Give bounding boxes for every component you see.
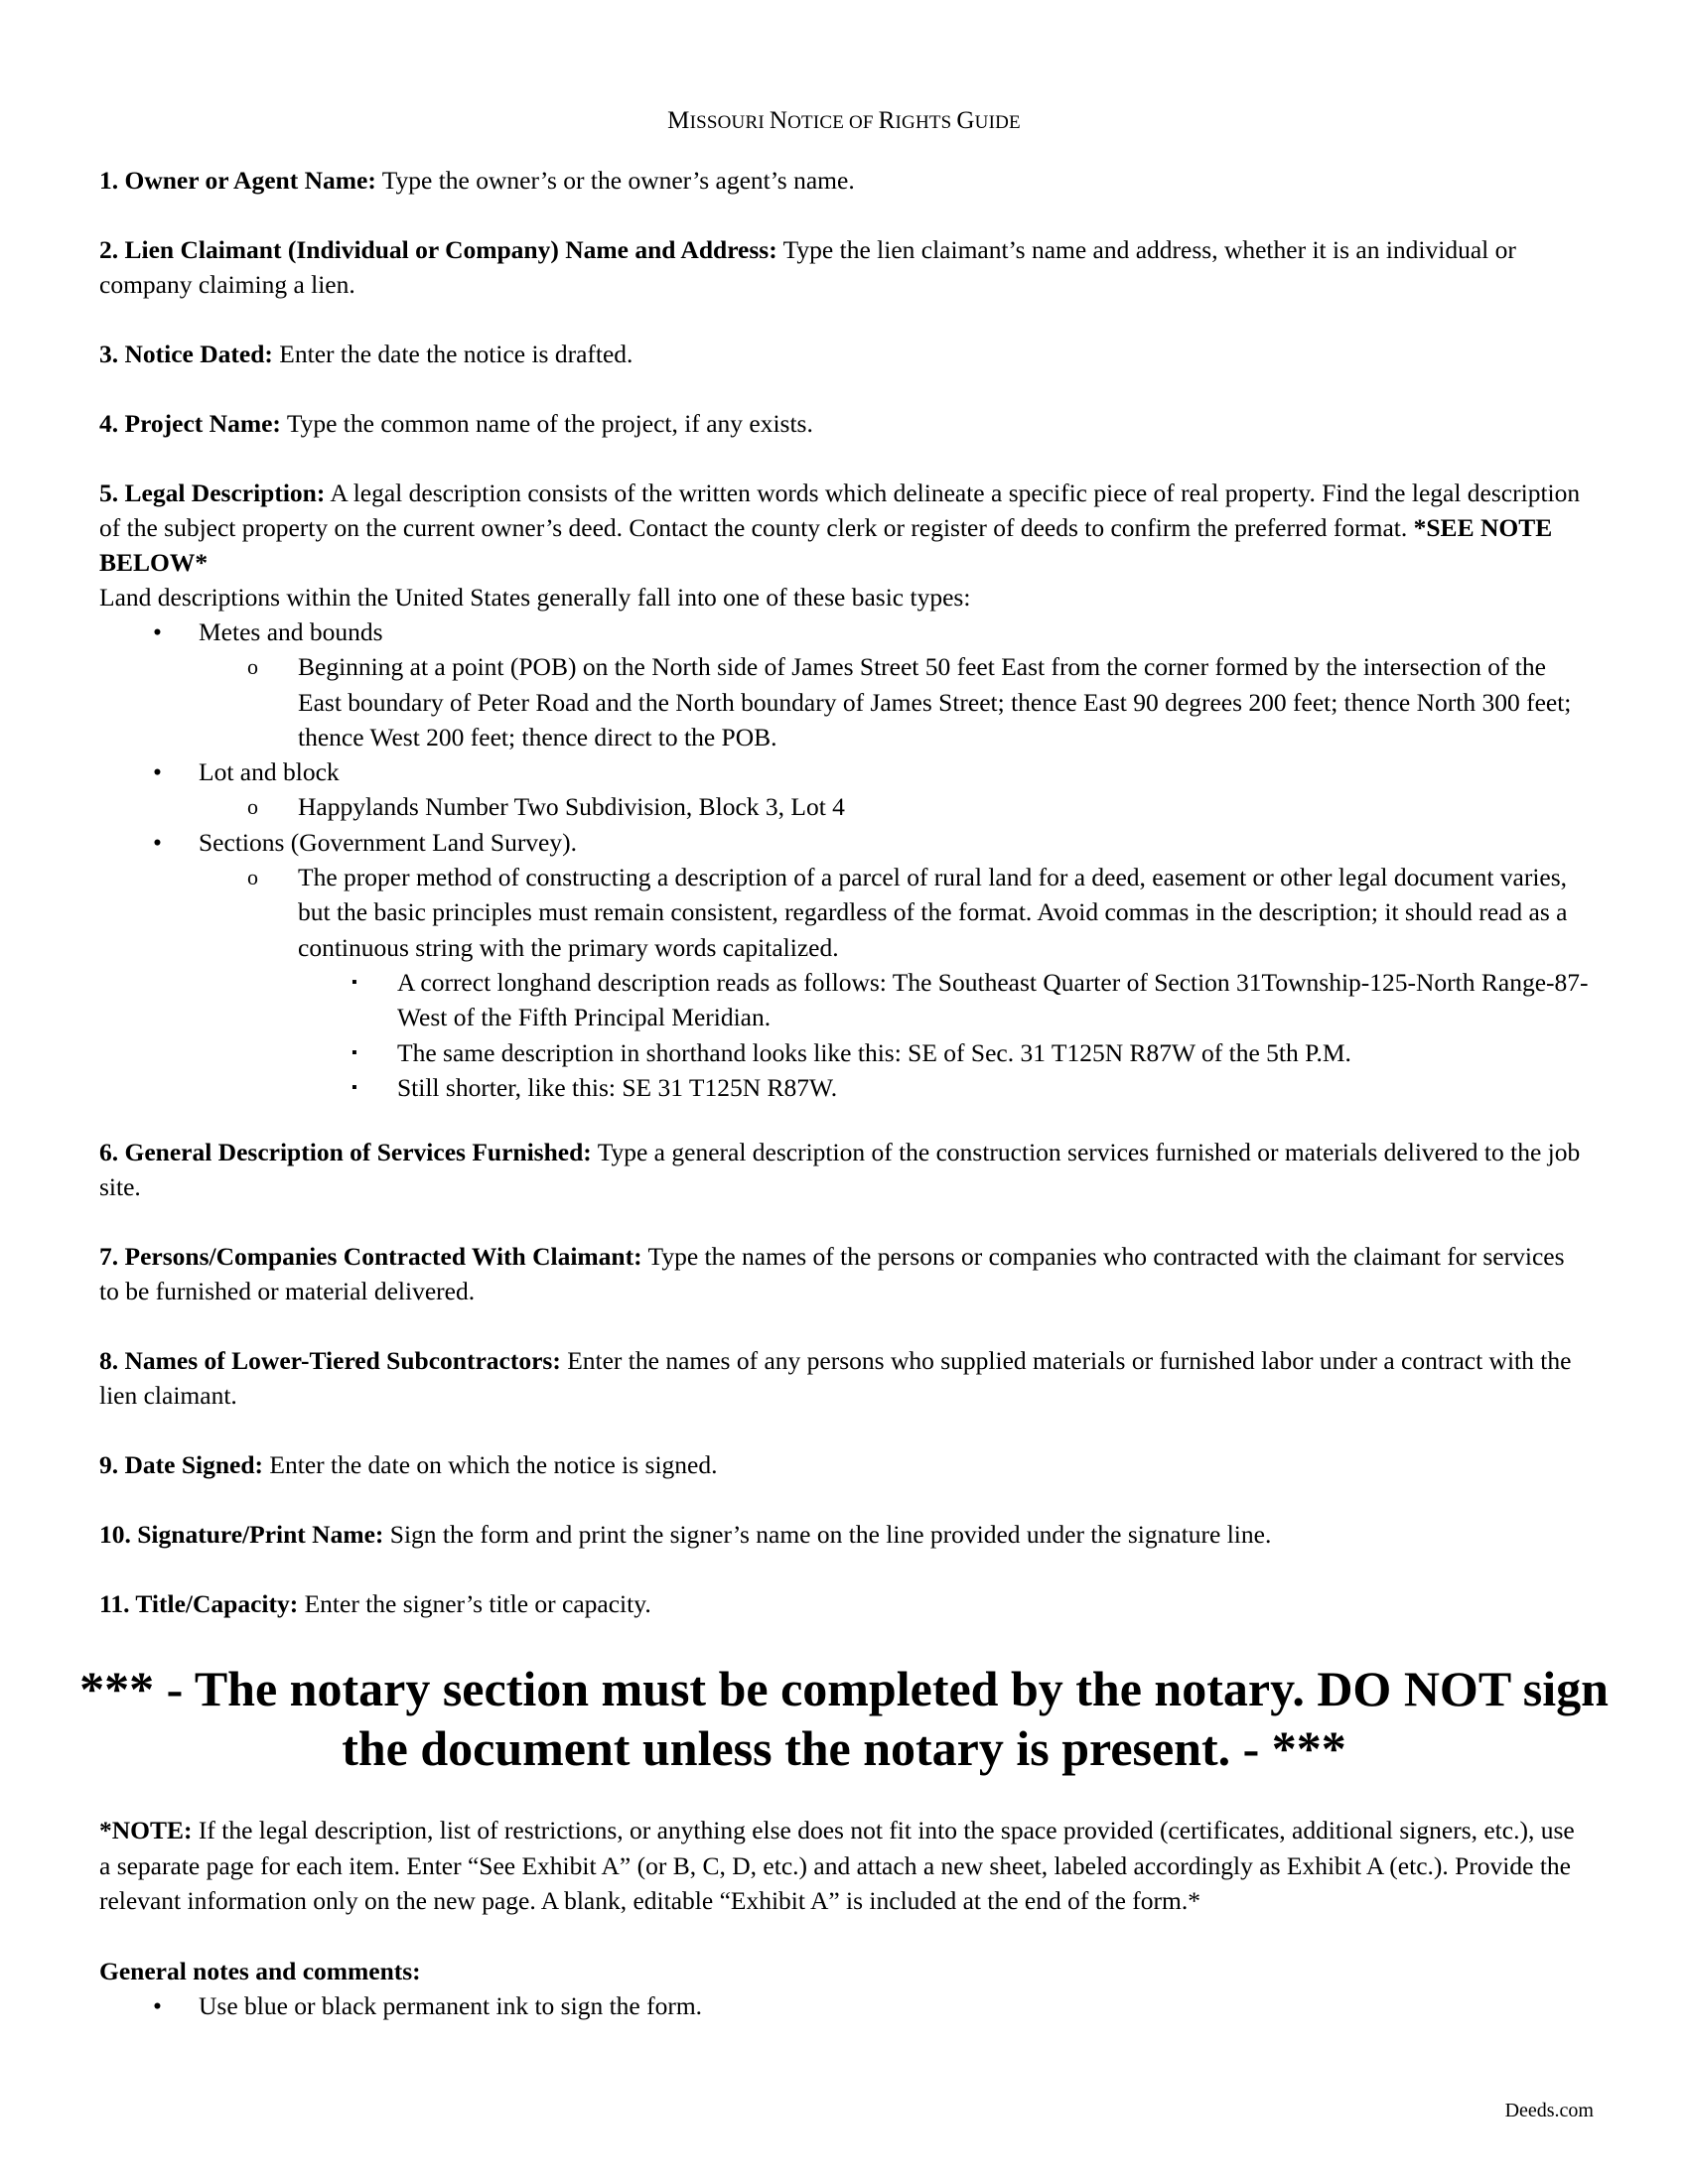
footer-brand: Deeds.com (1504, 2100, 1594, 2121)
circle-bullet-icon: o (247, 654, 258, 680)
list-item: o Happylands Number Two Subdivision, Block 3, Lot 4 (99, 789, 1589, 824)
land-types-list (99, 614, 1589, 1105)
list-item: • Use blue or black permanent ink to sign the form. (99, 1988, 1589, 2023)
bullet-icon: • (153, 827, 162, 857)
item-lien-claimant: 2. Lien Claimant (Individual or Company) Name and Address: Type the lien claimant’s name and address, whether it is an individual or company claiming a lien. (99, 235, 1516, 299)
item-signature-print-name: 10. Signature/Print Name: Sign the form and print the signer’s name on the line provided under the signature line. (99, 1520, 1272, 1550)
circle-bullet-icon: o (247, 794, 258, 820)
list-item: ▪ A correct longhand description reads as follows: The Southeast Quarter of Section 31Township-125-North Range-87-West of the Fifth Principal Meridian. (99, 965, 1589, 1035)
document-page (79, 107, 1609, 2023)
page-title: MISSOURI NOTICE OF RIGHTS GUIDE (667, 107, 1021, 134)
item-notice-dated: 3. Notice Dated: Enter the date the notice is drafted. (99, 340, 633, 368)
item-date-signed: 9. Date Signed: Enter the date on which the notice is signed. (99, 1450, 718, 1480)
bullet-icon: • (153, 1990, 162, 2020)
list-item: ▪ Still shorter, like this: SE 31 T125N R87W. (99, 1070, 1589, 1105)
list-item: ▪ The same description in shorthand looks like this: SE of Sec. 31 T125N R87W of the 5th P.M. (99, 1035, 1589, 1070)
bullet-icon: • (153, 757, 162, 787)
list-item: • Metes and bounds o Beginning at a point (POB) on the North side of James Street 50 feet East from the corner formed by the intersection of the East boundary of Peter Road and the North boundary of James Street; thence East 90 degrees 200 feet; thence North 300 feet; thence West 200 feet; thence direct to the POB. (99, 614, 1589, 754)
item-lower-tiered-subcontractors: 8. Names of Lower-Tiered Subcontractors: Enter the names of any persons who supplied materials or furnished labor under a contract with the lien claimant. (99, 1346, 1572, 1411)
list-item: • Sections (Government Land Survey). o The proper method of constructing a description of a parcel of rural land for a deed, easement or other legal document varies, but the basic principles must remain consistent, regardless of the format. Avoid commas in the description; it should read as a continuous string with the primary words capitalized. ▪ A correct longhand description reads as follows: The Southeast Quarter of Section 31Township-125-North Range-87-West of the Fifth Principal Meridian. ▪ The same description in shorthand looks like this: SE of Sec. 31 T125N R87W of the 5th P.M. ▪ Still shorter, like this: SE 31 T125N R87W. (99, 825, 1589, 1105)
item-project-name: 4. Project Name: Type the common name of the project, if any exists. (99, 409, 813, 438)
bullet-icon: • (153, 617, 162, 646)
notary-warning: *** - The notary section must be completed by the notary. DO NOT sign the document unless the notary is present. - *** (79, 1661, 1609, 1777)
square-bullet-icon: ▪ (352, 1043, 357, 1061)
square-bullet-icon: ▪ (352, 1078, 357, 1096)
item-persons-contracted: 7. Persons/Companies Contracted With Claimant: Type the names of the persons or companies who contracted with the claimant for services to be furnished or material delivered. (99, 1242, 1565, 1306)
list-item: • Lot and block o Happylands Number Two Subdivision, Block 3, Lot 4 (99, 754, 1589, 825)
land-descriptions-intro: Land descriptions within the United States generally fall into one of these basic types: (99, 583, 971, 612)
item-general-description-services: 6. General Description of Services Furnished: Type a general description of the construction services furnished or materials delivered to the job site. (99, 1138, 1581, 1202)
general-notes-list (99, 1988, 1589, 2023)
list-item: o The proper method of constructing a description of a parcel of rural land for a deed, easement or other legal document varies, but the basic principles must remain consistent, regardless of the format. Avoid commas in the description; it should read as a continuous string with the primary words capitalized. ▪ A correct longhand description reads as follows: The Southeast Quarter of Section 31Township-125-North Range-87-West of the Fifth Principal Meridian. ▪ The same description in shorthand looks like this: SE of Sec. 31 T125N R87W of the 5th P.M. ▪ Still shorter, like this: SE 31 T125N R87W. (99, 860, 1589, 1105)
exhibit-note: *NOTE: If the legal description, list of restrictions, or anything else does not fit into the space provided (certificates, additional signers, etc.), use a separate page for each item. Enter “See Exhibit A” (or B, C, D, etc.) and attach a new sheet, labeled accordingly as Exhibit A (etc.). Provide the relevant information only on the new page. A blank, editable “Exhibit A” is included at the end of the form.* (99, 1816, 1575, 1916)
item-title-capacity: 11. Title/Capacity: Enter the signer’s title or capacity. (99, 1589, 651, 1619)
circle-bullet-icon: o (247, 865, 258, 890)
item-legal-description: 5. Legal Description: A legal description consists of the written words which delineate a specific piece of real property. Find the legal description of the subject property on the current owner’s deed. Contact the county clerk or register of deeds to confirm the preferred format. *SEE NOTE BELOW* (99, 478, 1581, 577)
list-item: o Beginning at a point (POB) on the North side of James Street 50 feet East from the corner formed by the intersection of the East boundary of Peter Road and the North boundary of James Street; thence East 90 degrees 200 feet; thence North 300 feet; thence West 200 feet; thence direct to the POB. (99, 649, 1589, 754)
square-bullet-icon: ▪ (352, 973, 357, 991)
general-notes-heading: General notes and comments: (99, 1956, 421, 1985)
item-owner-agent-name: 1. Owner or Agent Name: Type the owner’s or the owner’s agent’s name. (99, 166, 855, 195)
